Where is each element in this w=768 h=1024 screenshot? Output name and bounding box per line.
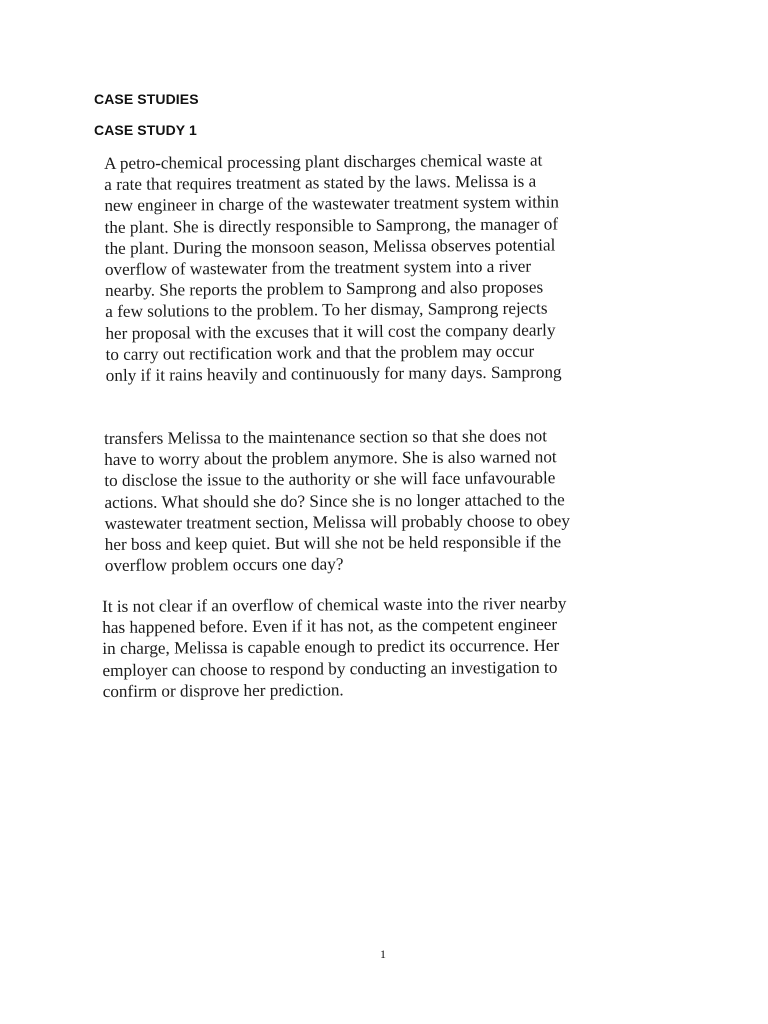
text-line: the plant. She is directly responsible to Samprong, the manager of [104,214,559,237]
case-study-title: CASE STUDY 1 [94,122,197,138]
text-line: the plant. During the monsoon season, Melissa observes potential [104,235,556,258]
text-line: to disclose the issue to the authority or she will face unfavourable [104,468,556,491]
text-line: overflow of wastewater from the treatment system into a river [104,256,532,280]
text-line: her proposal with the excuses that it will cost the company dearly [105,320,556,343]
paragraph-1 [104,149,666,387]
text-line: to carry out rectification work and that the problem may occur [105,341,535,364]
text-line: wastewater treatment section, Melissa will probably choose to obey [104,510,571,533]
text-line: have to worry about the problem anymore. She is also warned not [104,447,557,470]
text-line: only if it rains heavily and continuously for many days. Samprong [105,362,562,386]
text-line: in charge, Melissa is capable enough to predict its occurrence. Her [102,636,560,659]
page-number: 1 [380,947,386,961]
text-line: her boss and keep quiet. But will she not be held responsible if the [104,532,562,555]
text-line: a few solutions to the problem. To her dismay, Samprong rejects [105,298,548,322]
text-line: has happened before. Even if it has not, as the competent engineer [102,615,558,638]
document-heading: CASE STUDIES [94,91,199,107]
paragraph-3 [102,592,663,702]
text-line: confirm or disprove her prediction. [102,680,344,701]
text-line: transfers Melissa to the maintenance section so that she does not [104,426,548,448]
text-line: It is not clear if an overflow of chemical waste into the river nearby [102,593,567,616]
text-line: employer can choose to respond by conducting an investigation to [102,657,558,680]
text-line: actions. What should she do? Since she is no longer attached to the [104,489,565,512]
text-line: new engineer in charge of the wastewater treatment system within [104,192,559,216]
text-line: a rate that requires treatment as stated by the laws. Melissa is a [104,171,537,195]
text-line: overflow problem occurs one day? [104,554,344,576]
paragraph-2 [104,425,665,577]
text-line: A petro-chemical processing plant discharges chemical waste at [104,150,543,173]
text-line: nearby. She reports the problem to Samprong and also proposes [105,277,544,301]
